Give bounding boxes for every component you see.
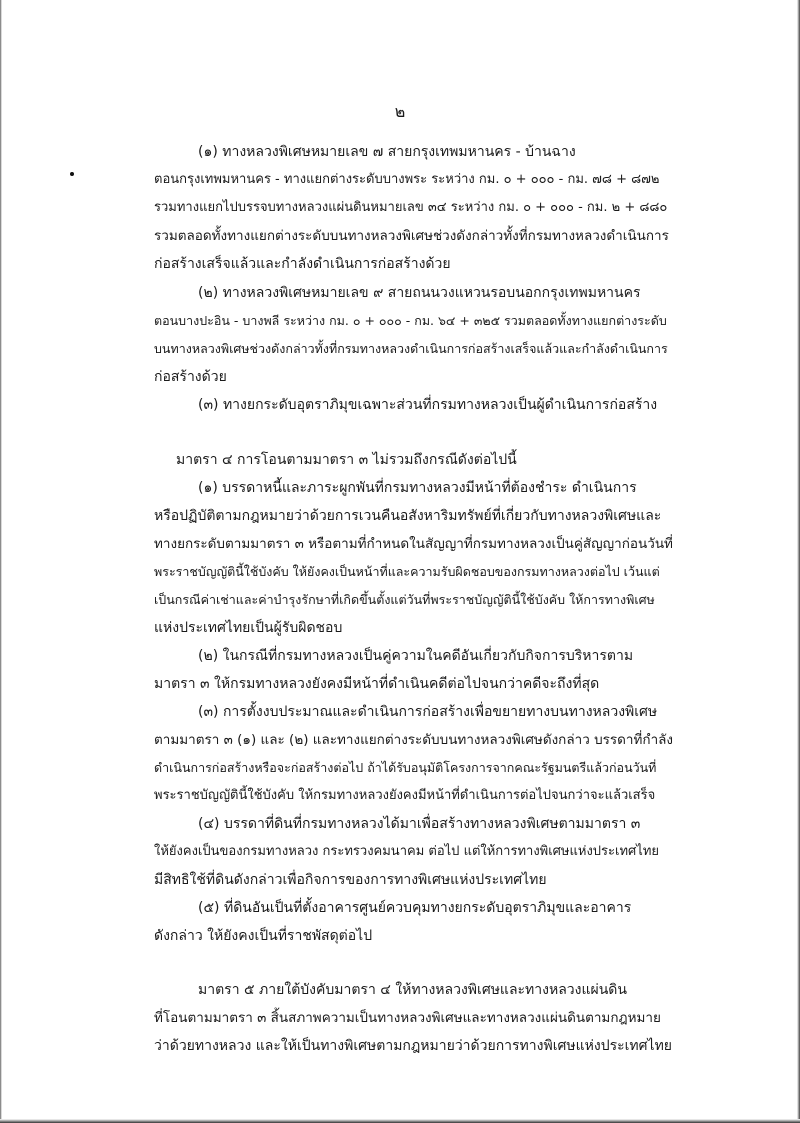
text-line: มีสิทธิใช้ที่ดินดังกล่าวเพื่อกิจการของการทางพิเศษแห่งประเทศไทย xyxy=(154,872,547,888)
text-line: ตามมาตรา ๓ (๑) และ (๒) และทางแยกต่างระดับบนทางหลวงพิเศษดังกล่าว บรรดาที่กำลัง xyxy=(154,732,674,748)
text-line: ทางยกระดับตามมาตรา ๓ หรือตามที่กำหนดในสัญญาที่กรมทางหลวงเป็นคู่สัญญาก่อนวันที่ xyxy=(154,536,673,552)
scan-edge-left xyxy=(0,0,2,1123)
text-line: ดำเนินการก่อสร้างหรือจะก่อสร้างต่อไป ถ้าได้รับอนุมัติโครงการจากคณะรัฐมนตรีแล้วก่อนวันที่ xyxy=(154,760,657,775)
text-line: ที่โอนตามมาตรา ๓ สิ้นสภาพความเป็นทางหลวงพิเศษและทางหลวงแผ่นดินตามกฎหมาย xyxy=(154,1010,661,1026)
page-number: ๒ xyxy=(394,102,406,121)
text-line: หรือปฏิบัติตามกฎหมายว่าด้วยการเวนคืนอสังหาริมทรัพย์ที่เกี่ยวกับทางหลวงพิเศษและ xyxy=(154,508,662,524)
text-line: พระราชบัญญัตินี้ใช้บังคับ ให้ยังคงเป็นหน้าที่และความรับผิดชอบของกรมทางหลวงต่อไป เว้นแต่ xyxy=(154,564,660,579)
text-line: ให้ยังคงเป็นของกรมทางหลวง กระทรวงคมนาคม ต่อไป แต่ให้การทางพิเศษแห่งประเทศไทย xyxy=(154,844,660,859)
text-line: (๓) ทางยกระดับอุตราภิมุขเฉพาะส่วนที่กรมทางหลวงเป็นผู้ดำเนินการก่อสร้าง xyxy=(198,397,658,413)
text-line: แห่งประเทศไทยเป็นผู้รับผิดชอบ xyxy=(154,620,343,636)
text-line: (๑) ทางหลวงพิเศษหมายเลข ๗ สายกรุงเทพมหานคร - บ้านฉาง xyxy=(198,144,576,160)
text-line: รวมทางแยกไปบรรจบทางหลวงแผ่นดินหมายเลข ๓๔ ระหว่าง กม. ๐ + ๐๐๐ - กม. ๒ + ๘๘๐ xyxy=(154,200,668,215)
text-line: มาตรา ๓ ให้กรมทางหลวงยังคงมีหน้าที่ดำเนินคดีต่อไปจนกว่าคดีจะถึงที่สุด xyxy=(154,676,600,692)
text-line: ก่อสร้างด้วย xyxy=(154,369,227,385)
text-line: บนทางหลวงพิเศษช่วงดังกล่าวทั้งที่กรมทางหลวงดำเนินการก่อสร้างเสร็จแล้วและกำลังดำเนินการ xyxy=(154,341,668,356)
scan-speck xyxy=(70,172,74,176)
text-line: ตอนกรุงเทพมหานคร - ทางแยกต่างระดับบางพระ ระหว่าง กม. ๐ + ๐๐๐ - กม. ๗๘ + ๘๗๒ xyxy=(154,172,660,187)
text-line: ก่อสร้างเสร็จแล้วและกำลังดำเนินการก่อสร้างด้วย xyxy=(154,256,451,272)
text-line: ตอนบางปะอิน - บางพลี ระหว่าง กม. ๐ + ๐๐๐ - กม. ๖๔ + ๓๒๕ รวมตลอดทั้งทางแยกต่างระดับ xyxy=(154,313,667,328)
text-line: พระราชบัญญัตินี้ใช้บังคับ ให้กรมทางหลวงยังคงมีหน้าที่ดำเนินการต่อไปจนกว่าจะแล้วเสร็จ xyxy=(154,788,656,803)
section-heading: มาตรา ๔ การโอนตามมาตรา ๓ ไม่รวมถึงกรณีดังต่อไปนี้ xyxy=(176,452,517,468)
scan-edge-bottom xyxy=(0,1119,800,1123)
text-line: (๑) บรรดาหนี้และภาระผูกพันที่กรมทางหลวงมีหน้าที่ต้องชำระ ดำเนินการ xyxy=(198,480,637,496)
text-line: (๓) การตั้งงบประมาณและดำเนินการก่อสร้างเพื่อขยายทางบนทางหลวงพิเศษ xyxy=(198,704,658,720)
text-line: (๕) ที่ดินอันเป็นที่ตั้งอาคารศูนย์ควบคุมทางยกระดับอุตราภิมุขและอาคาร xyxy=(198,900,632,916)
text-line: รวมตลอดทั้งทางแยกต่างระดับบนทางหลวงพิเศษช่วงดังกล่าวทั้งที่กรมทางหลวงดำเนินการ xyxy=(154,228,669,244)
text-line: (๔) บรรดาที่ดินที่กรมทางหลวงได้มาเพื่อสร้างทางหลวงพิเศษตามมาตรา ๓ xyxy=(198,816,641,832)
text-line: ดังกล่าว ให้ยังคงเป็นที่ราชพัสดุต่อไป xyxy=(154,928,373,944)
text-line: เป็นกรณีค่าเช่าและค่าบำรุงรักษาที่เกิดขึ้นตั้งแต่วันที่พระราชบัญญัตินี้ใช้บังคับ ให้การทางพิเศษ xyxy=(154,592,655,607)
text-line: ว่าด้วยทางหลวง และให้เป็นทางพิเศษตามกฎหมายว่าด้วยการทางพิเศษแห่งประเทศไทย xyxy=(154,1038,672,1054)
text-line: (๒) ทางหลวงพิเศษหมายเลข ๙ สายถนนวงแหวนรอบนอกกรุงเทพมหานคร xyxy=(198,285,641,301)
section-heading: มาตรา ๕ ภายใต้บังคับมาตรา ๔ ให้ทางหลวงพิเศษและทางหลวงแผ่นดิน xyxy=(198,982,627,998)
text-line: (๒) ในกรณีที่กรมทางหลวงเป็นคู่ความในคดีอันเกี่ยวกับกิจการบริหารตาม xyxy=(198,648,634,664)
